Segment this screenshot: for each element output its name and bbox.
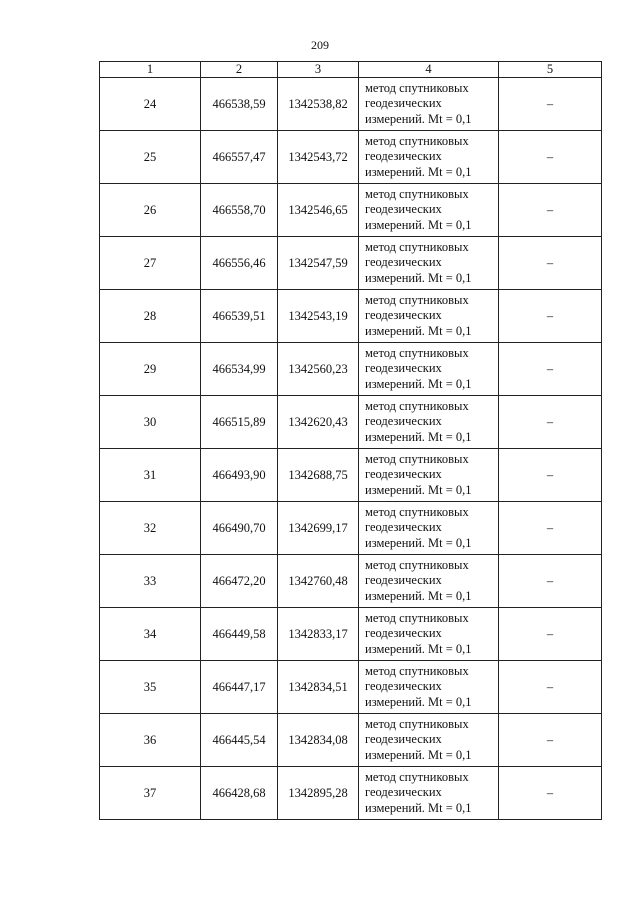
- method-line-2: геодезических: [365, 626, 442, 641]
- note-cell: –: [499, 449, 602, 502]
- y-coordinate-cell: 1342760,48: [278, 555, 359, 608]
- x-coordinate-cell: 466538,59: [201, 78, 278, 131]
- table-row: [100, 608, 602, 661]
- point-number-cell: 25: [100, 131, 201, 184]
- y-coordinate-cell: 1342547,59: [278, 237, 359, 290]
- table-row: [100, 767, 602, 820]
- table-row: [100, 555, 602, 608]
- method-line-2: геодезических: [365, 785, 442, 800]
- note-cell: –: [499, 290, 602, 343]
- method-line-3: измерений. Mt = 0,1: [365, 270, 472, 285]
- note-cell: –: [499, 714, 602, 767]
- method-line-1: метод спутниковых: [365, 451, 469, 466]
- column-header-3: 3: [278, 62, 359, 78]
- method-line-3: измерений. Mt = 0,1: [365, 747, 472, 762]
- column-header-1: 1: [100, 62, 201, 78]
- x-coordinate-cell: 466557,47: [201, 131, 278, 184]
- table-row: [100, 343, 602, 396]
- method-line-2: геодезических: [365, 149, 442, 164]
- point-number-cell: 27: [100, 237, 201, 290]
- method-line-2: геодезических: [365, 467, 442, 482]
- method-line-3: измерений. Mt = 0,1: [365, 482, 472, 497]
- y-coordinate-cell: 1342560,23: [278, 343, 359, 396]
- x-coordinate-cell: 466556,46: [201, 237, 278, 290]
- y-coordinate-cell: 1342620,43: [278, 396, 359, 449]
- note-cell: –: [499, 78, 602, 131]
- x-coordinate-cell: 466534,99: [201, 343, 278, 396]
- point-number-cell: 32: [100, 502, 201, 555]
- table-row: [100, 78, 602, 131]
- y-coordinate-cell: 1342538,82: [278, 78, 359, 131]
- method-line-1: метод спутниковых: [365, 557, 469, 572]
- method-cell: [359, 290, 499, 343]
- table-row: [100, 290, 602, 343]
- method-line-2: геодезических: [365, 520, 442, 535]
- coordinates-table: [99, 61, 602, 820]
- table-row: [100, 502, 602, 555]
- x-coordinate-cell: 466558,70: [201, 184, 278, 237]
- y-coordinate-cell: 1342546,65: [278, 184, 359, 237]
- method-cell: [359, 184, 499, 237]
- point-number-cell: 24: [100, 78, 201, 131]
- method-line-1: метод спутниковых: [365, 292, 469, 307]
- method-cell: [359, 449, 499, 502]
- method-line-2: геодезических: [365, 255, 442, 270]
- column-header-2: 2: [201, 62, 278, 78]
- method-line-1: метод спутниковых: [365, 186, 469, 201]
- y-coordinate-cell: 1342833,17: [278, 608, 359, 661]
- method-line-1: метод спутниковых: [365, 504, 469, 519]
- table-header-row: [100, 62, 602, 78]
- method-line-3: измерений. Mt = 0,1: [365, 323, 472, 338]
- point-number-cell: 30: [100, 396, 201, 449]
- method-line-2: геодезических: [365, 202, 442, 217]
- x-coordinate-cell: 466472,20: [201, 555, 278, 608]
- page-number: 209: [311, 38, 329, 52]
- table-body: [100, 78, 602, 820]
- x-coordinate-cell: 466445,54: [201, 714, 278, 767]
- method-cell: [359, 714, 499, 767]
- note-cell: –: [499, 396, 602, 449]
- point-number-cell: 37: [100, 767, 201, 820]
- x-coordinate-cell: 466539,51: [201, 290, 278, 343]
- point-number-cell: 31: [100, 449, 201, 502]
- table-row: [100, 396, 602, 449]
- x-coordinate-cell: 466449,58: [201, 608, 278, 661]
- method-line-3: измерений. Mt = 0,1: [365, 535, 472, 550]
- y-coordinate-cell: 1342543,72: [278, 131, 359, 184]
- note-cell: –: [499, 237, 602, 290]
- method-line-1: метод спутниковых: [365, 345, 469, 360]
- x-coordinate-cell: 466447,17: [201, 661, 278, 714]
- y-coordinate-cell: 1342834,08: [278, 714, 359, 767]
- y-coordinate-cell: 1342895,28: [278, 767, 359, 820]
- method-line-3: измерений. Mt = 0,1: [365, 694, 472, 709]
- table-row: [100, 714, 602, 767]
- table-row: [100, 184, 602, 237]
- note-cell: –: [499, 661, 602, 714]
- method-cell: [359, 237, 499, 290]
- method-cell: [359, 661, 499, 714]
- x-coordinate-cell: 466493,90: [201, 449, 278, 502]
- method-line-2: геодезических: [365, 679, 442, 694]
- method-line-2: геодезических: [365, 732, 442, 747]
- method-line-3: измерений. Mt = 0,1: [365, 217, 472, 232]
- method-line-1: метод спутниковых: [365, 716, 469, 731]
- method-line-3: измерений. Mt = 0,1: [365, 641, 472, 656]
- method-line-2: геодезических: [365, 96, 442, 111]
- method-line-3: измерений. Mt = 0,1: [365, 111, 472, 126]
- column-header-5: 5: [499, 62, 602, 78]
- note-cell: –: [499, 184, 602, 237]
- column-header-4: 4: [359, 62, 499, 78]
- note-cell: –: [499, 767, 602, 820]
- method-cell: [359, 555, 499, 608]
- note-cell: –: [499, 502, 602, 555]
- point-number-cell: 35: [100, 661, 201, 714]
- method-line-3: измерений. Mt = 0,1: [365, 164, 472, 179]
- method-line-2: геодезических: [365, 414, 442, 429]
- x-coordinate-cell: 466515,89: [201, 396, 278, 449]
- y-coordinate-cell: 1342699,17: [278, 502, 359, 555]
- method-line-1: метод спутниковых: [365, 610, 469, 625]
- note-cell: –: [499, 608, 602, 661]
- x-coordinate-cell: 466428,68: [201, 767, 278, 820]
- point-number-cell: 26: [100, 184, 201, 237]
- method-line-1: метод спутниковых: [365, 769, 469, 784]
- method-line-1: метод спутниковых: [365, 663, 469, 678]
- method-cell: [359, 131, 499, 184]
- table-row: [100, 131, 602, 184]
- method-line-3: измерений. Mt = 0,1: [365, 429, 472, 444]
- method-line-2: геодезических: [365, 573, 442, 588]
- note-cell: –: [499, 555, 602, 608]
- y-coordinate-cell: 1342688,75: [278, 449, 359, 502]
- method-line-1: метод спутниковых: [365, 239, 469, 254]
- table-row: [100, 237, 602, 290]
- method-line-1: метод спутниковых: [365, 133, 469, 148]
- method-line-3: измерений. Mt = 0,1: [365, 376, 472, 391]
- point-number-cell: 34: [100, 608, 201, 661]
- method-line-2: геодезических: [365, 361, 442, 376]
- y-coordinate-cell: 1342543,19: [278, 290, 359, 343]
- table-row: [100, 449, 602, 502]
- method-cell: [359, 343, 499, 396]
- point-number-cell: 36: [100, 714, 201, 767]
- method-cell: [359, 396, 499, 449]
- y-coordinate-cell: 1342834,51: [278, 661, 359, 714]
- method-cell: [359, 502, 499, 555]
- method-cell: [359, 78, 499, 131]
- method-cell: [359, 608, 499, 661]
- method-line-1: метод спутниковых: [365, 80, 469, 95]
- point-number-cell: 29: [100, 343, 201, 396]
- point-number-cell: 28: [100, 290, 201, 343]
- note-cell: –: [499, 343, 602, 396]
- method-line-3: измерений. Mt = 0,1: [365, 800, 472, 815]
- method-line-2: геодезических: [365, 308, 442, 323]
- point-number-cell: 33: [100, 555, 201, 608]
- x-coordinate-cell: 466490,70: [201, 502, 278, 555]
- method-line-1: метод спутниковых: [365, 398, 469, 413]
- note-cell: –: [499, 131, 602, 184]
- table-row: [100, 661, 602, 714]
- method-line-3: измерений. Mt = 0,1: [365, 588, 472, 603]
- method-cell: [359, 767, 499, 820]
